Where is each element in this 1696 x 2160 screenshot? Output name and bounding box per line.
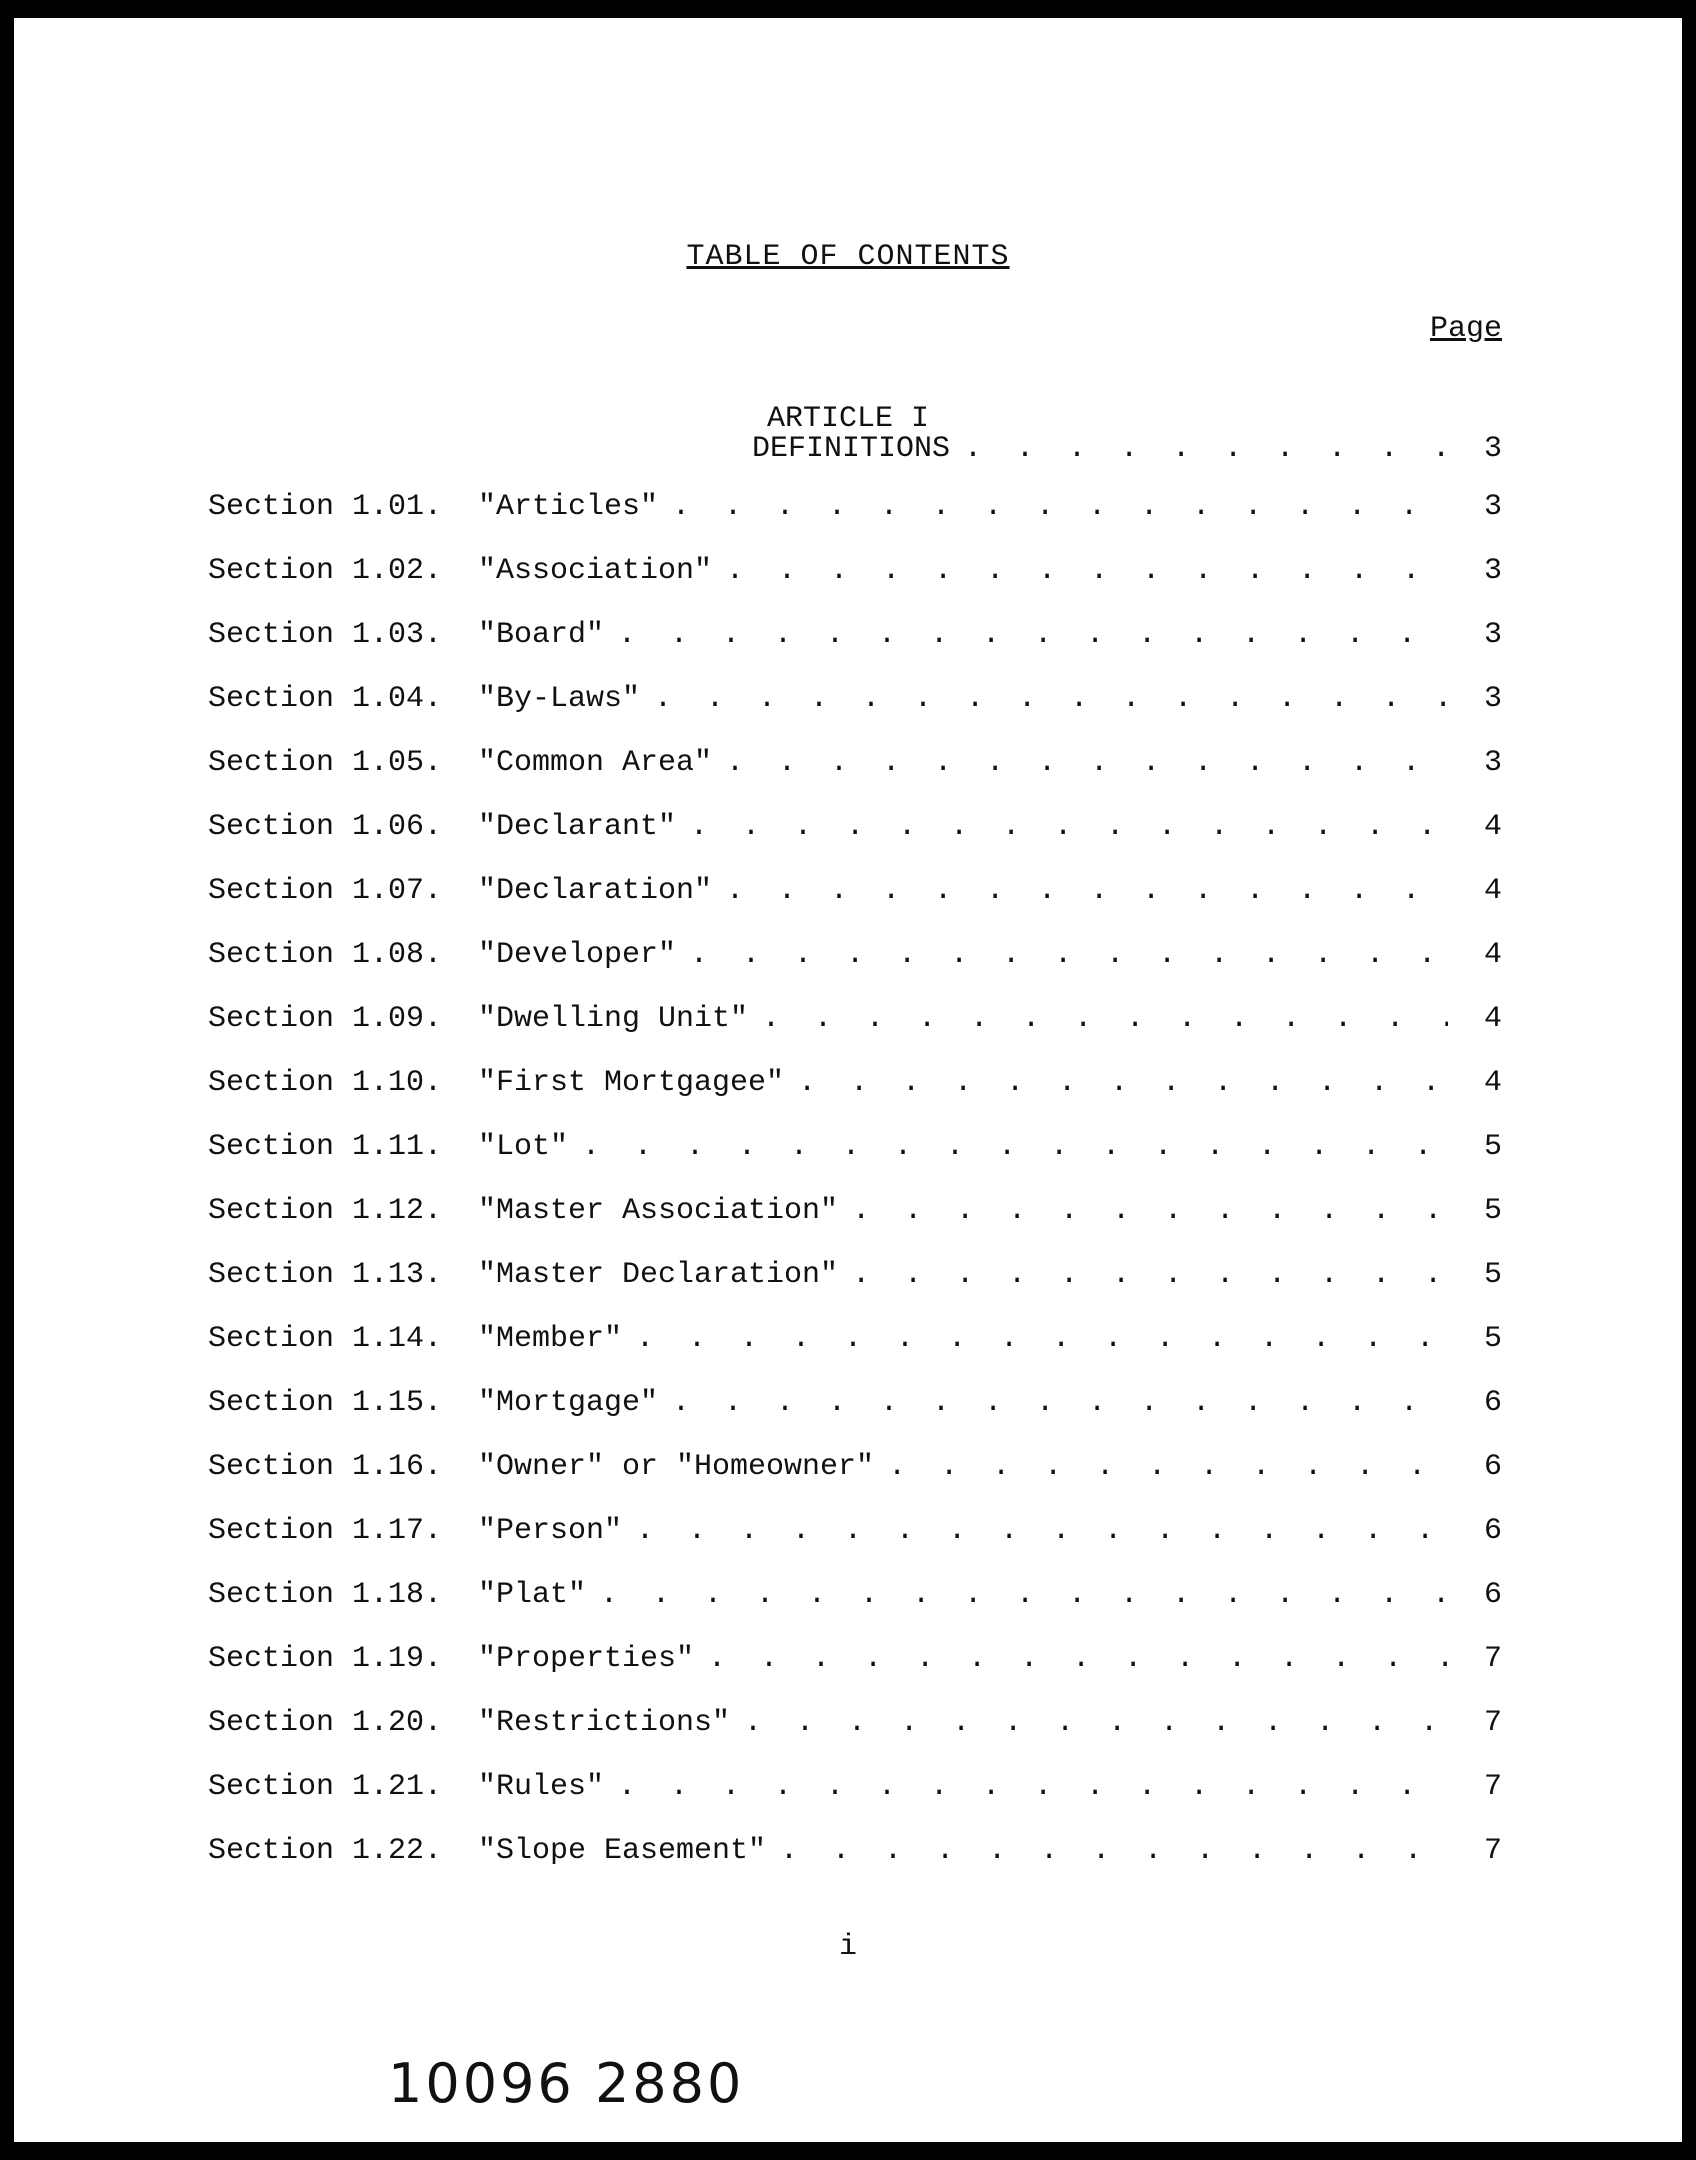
article-page-number: 3 (1483, 432, 1502, 466)
section-title: "Articles" (478, 490, 659, 524)
toc-entry (208, 1642, 1502, 1706)
section-number: Section 1.11. (208, 1130, 443, 1164)
page-number: 7 (1483, 1834, 1502, 1868)
article-number: ARTICLE I (766, 402, 930, 436)
page-number: 6 (1483, 1386, 1502, 1420)
section-number: Section 1.14. (208, 1322, 443, 1356)
toc-entry (208, 1770, 1502, 1834)
section-number: Section 1.09. (208, 1002, 443, 1036)
dot-leader (582, 1130, 1448, 1164)
toc-entry (208, 1514, 1502, 1578)
section-number: Section 1.07. (208, 874, 443, 908)
toc-entry (208, 1834, 1502, 1898)
page-number: 4 (1483, 874, 1502, 908)
section-number: Section 1.13. (208, 1258, 443, 1292)
toc-entry (208, 1706, 1502, 1770)
section-title: "Rules" (478, 1770, 605, 1804)
section-number: Section 1.01. (208, 490, 443, 524)
section-number: Section 1.15. (208, 1386, 443, 1420)
toc-entry (208, 1322, 1502, 1386)
page-folio: i (838, 1930, 857, 1964)
section-number: Section 1.08. (208, 938, 443, 972)
section-number: Section 1.16. (208, 1450, 443, 1484)
page-number: 5 (1483, 1258, 1502, 1292)
page-number: 6 (1483, 1450, 1502, 1484)
section-title: "Board" (478, 618, 605, 652)
dot-leader (690, 810, 1448, 844)
toc-entry (208, 746, 1502, 810)
page-number: 3 (1483, 554, 1502, 588)
document-code: 10096 2880 (388, 2052, 745, 2115)
section-number: Section 1.02. (208, 554, 443, 588)
section-number: Section 1.10. (208, 1066, 443, 1100)
section-number: Section 1.12. (208, 1194, 443, 1228)
toc-title: TABLE OF CONTENTS (686, 240, 1010, 274)
section-title: "Declarant" (478, 810, 677, 844)
dot-leader (636, 1322, 1448, 1356)
toc-entry (208, 1194, 1502, 1258)
section-number: Section 1.03. (208, 618, 443, 652)
section-title: "Mortgage" (478, 1386, 659, 1420)
section-number: Section 1.06. (208, 810, 443, 844)
dot-leader (654, 682, 1448, 716)
page-number: 4 (1483, 1066, 1502, 1100)
toc-entry (208, 874, 1502, 938)
page-number: 3 (1483, 618, 1502, 652)
dot-leader (852, 1258, 1448, 1292)
section-title: "Lot" (478, 1130, 569, 1164)
toc-entry (208, 1258, 1502, 1322)
dot-leader (690, 938, 1448, 972)
section-title: "Slope Easement" (478, 1834, 767, 1868)
section-number: Section 1.17. (208, 1514, 443, 1548)
section-title: "Restrictions" (478, 1706, 731, 1740)
dot-leader (762, 1002, 1448, 1036)
dot-leader (672, 1386, 1448, 1420)
section-title: "First Mortgagee" (478, 1066, 785, 1100)
toc-entry (208, 554, 1502, 618)
dot-leader (618, 618, 1448, 652)
toc-entry (208, 490, 1502, 554)
page-number: 4 (1483, 810, 1502, 844)
section-title: "Master Association" (478, 1194, 839, 1228)
section-title: "Member" (478, 1322, 623, 1356)
dot-leader (618, 1770, 1448, 1804)
section-title: "Common Area" (478, 746, 713, 780)
page-number: 4 (1483, 938, 1502, 972)
dot-leader (798, 1066, 1448, 1100)
page-number: 3 (1483, 682, 1502, 716)
toc-entry (208, 1450, 1502, 1514)
dot-leader (672, 490, 1448, 524)
page-number: 5 (1483, 1194, 1502, 1228)
section-number: Section 1.05. (208, 746, 443, 780)
dot-leader (744, 1706, 1448, 1740)
section-number: Section 1.21. (208, 1770, 443, 1804)
article-heading: DEFINITIONS (752, 432, 951, 466)
section-title: "Person" (478, 1514, 623, 1548)
page-number: 6 (1483, 1578, 1502, 1612)
dot-leader (726, 874, 1448, 908)
page-number: 5 (1483, 1322, 1502, 1356)
toc-entry (208, 618, 1502, 682)
section-title: "By-Laws" (478, 682, 641, 716)
page-number: 7 (1483, 1642, 1502, 1676)
dot-leader (726, 554, 1448, 588)
section-title: "Owner" or "Homeowner" (478, 1450, 875, 1484)
page-column-header: Page (1429, 312, 1502, 346)
dot-leader (780, 1834, 1448, 1868)
toc-entry (208, 938, 1502, 1002)
toc-entry (208, 1066, 1502, 1130)
page-number: 3 (1483, 490, 1502, 524)
page-number: 6 (1483, 1514, 1502, 1548)
article-heading-row (752, 432, 1502, 466)
dot-leader (852, 1194, 1448, 1228)
section-title: "Developer" (478, 938, 677, 972)
section-title: "Plat" (478, 1578, 587, 1612)
section-title: "Master Declaration" (478, 1258, 839, 1292)
toc-entry (208, 682, 1502, 746)
dot-leader (600, 1578, 1448, 1612)
toc-list (208, 490, 1502, 1898)
dot-leader (964, 432, 1448, 466)
toc-entry (208, 1386, 1502, 1450)
page-number: 3 (1483, 746, 1502, 780)
dot-leader (888, 1450, 1448, 1484)
section-title: "Association" (478, 554, 713, 588)
dot-leader (708, 1642, 1448, 1676)
page-number: 4 (1483, 1002, 1502, 1036)
toc-entry (208, 1578, 1502, 1642)
section-title: "Dwelling Unit" (478, 1002, 749, 1036)
section-number: Section 1.18. (208, 1578, 443, 1612)
section-number: Section 1.19. (208, 1642, 443, 1676)
section-title: "Properties" (478, 1642, 695, 1676)
dot-leader (636, 1514, 1448, 1548)
section-title: "Declaration" (478, 874, 713, 908)
toc-entry (208, 1130, 1502, 1194)
toc-entry (208, 1002, 1502, 1066)
page-number: 7 (1483, 1770, 1502, 1804)
toc-entry (208, 810, 1502, 874)
page-number: 5 (1483, 1130, 1502, 1164)
section-number: Section 1.22. (208, 1834, 443, 1868)
dot-leader (726, 746, 1448, 780)
page-number: 7 (1483, 1706, 1502, 1740)
section-number: Section 1.04. (208, 682, 443, 716)
section-number: Section 1.20. (208, 1706, 443, 1740)
